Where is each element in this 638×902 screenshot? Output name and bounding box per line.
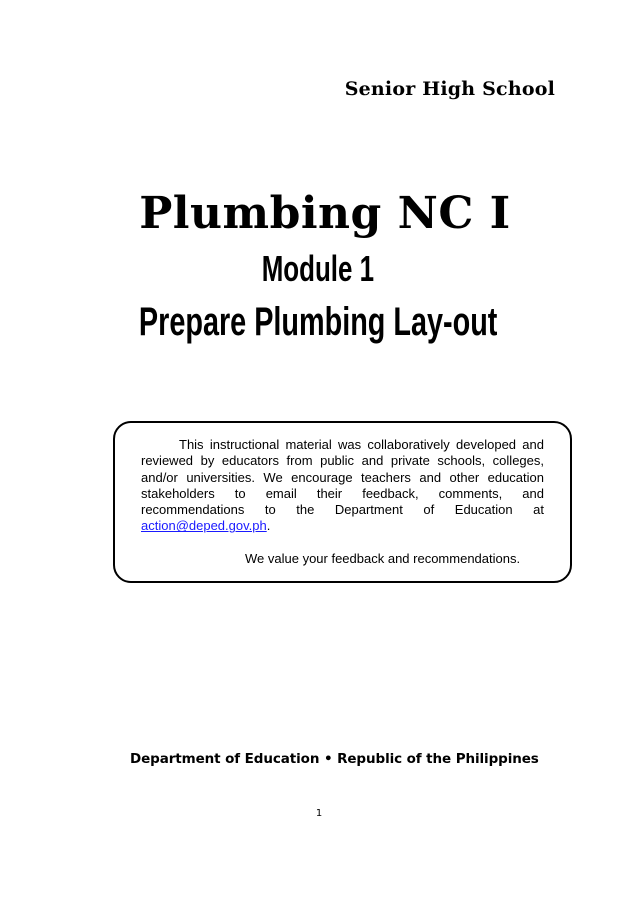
- module-title: Prepare Plumbing Lay-out: [138, 300, 498, 344]
- notice-paragraph: [141, 437, 544, 535]
- notice-body-text: This instructional material was collaboratively developed and reviewed by educators from public and private schools, colleges, and/or universities. We encourage teachers and other education stakeholders to email their feedback, comments, and recommendations to the Department of Education at: [141, 437, 544, 518]
- notice-closing-text: We value your feedback and recommendations.: [245, 550, 521, 566]
- course-title: Plumbing NC I: [139, 188, 511, 239]
- module-number: Module 1: [261, 248, 375, 289]
- publisher-line: Department of Education • Republic of the Philippines: [130, 751, 539, 767]
- feedback-notice-box: [113, 421, 572, 583]
- email-link[interactable]: action@deped.gov.ph: [141, 518, 267, 534]
- school-level-heading: Senior High School: [344, 78, 555, 100]
- page-number: 1: [315, 808, 323, 819]
- notice-body-end: .: [266, 518, 271, 534]
